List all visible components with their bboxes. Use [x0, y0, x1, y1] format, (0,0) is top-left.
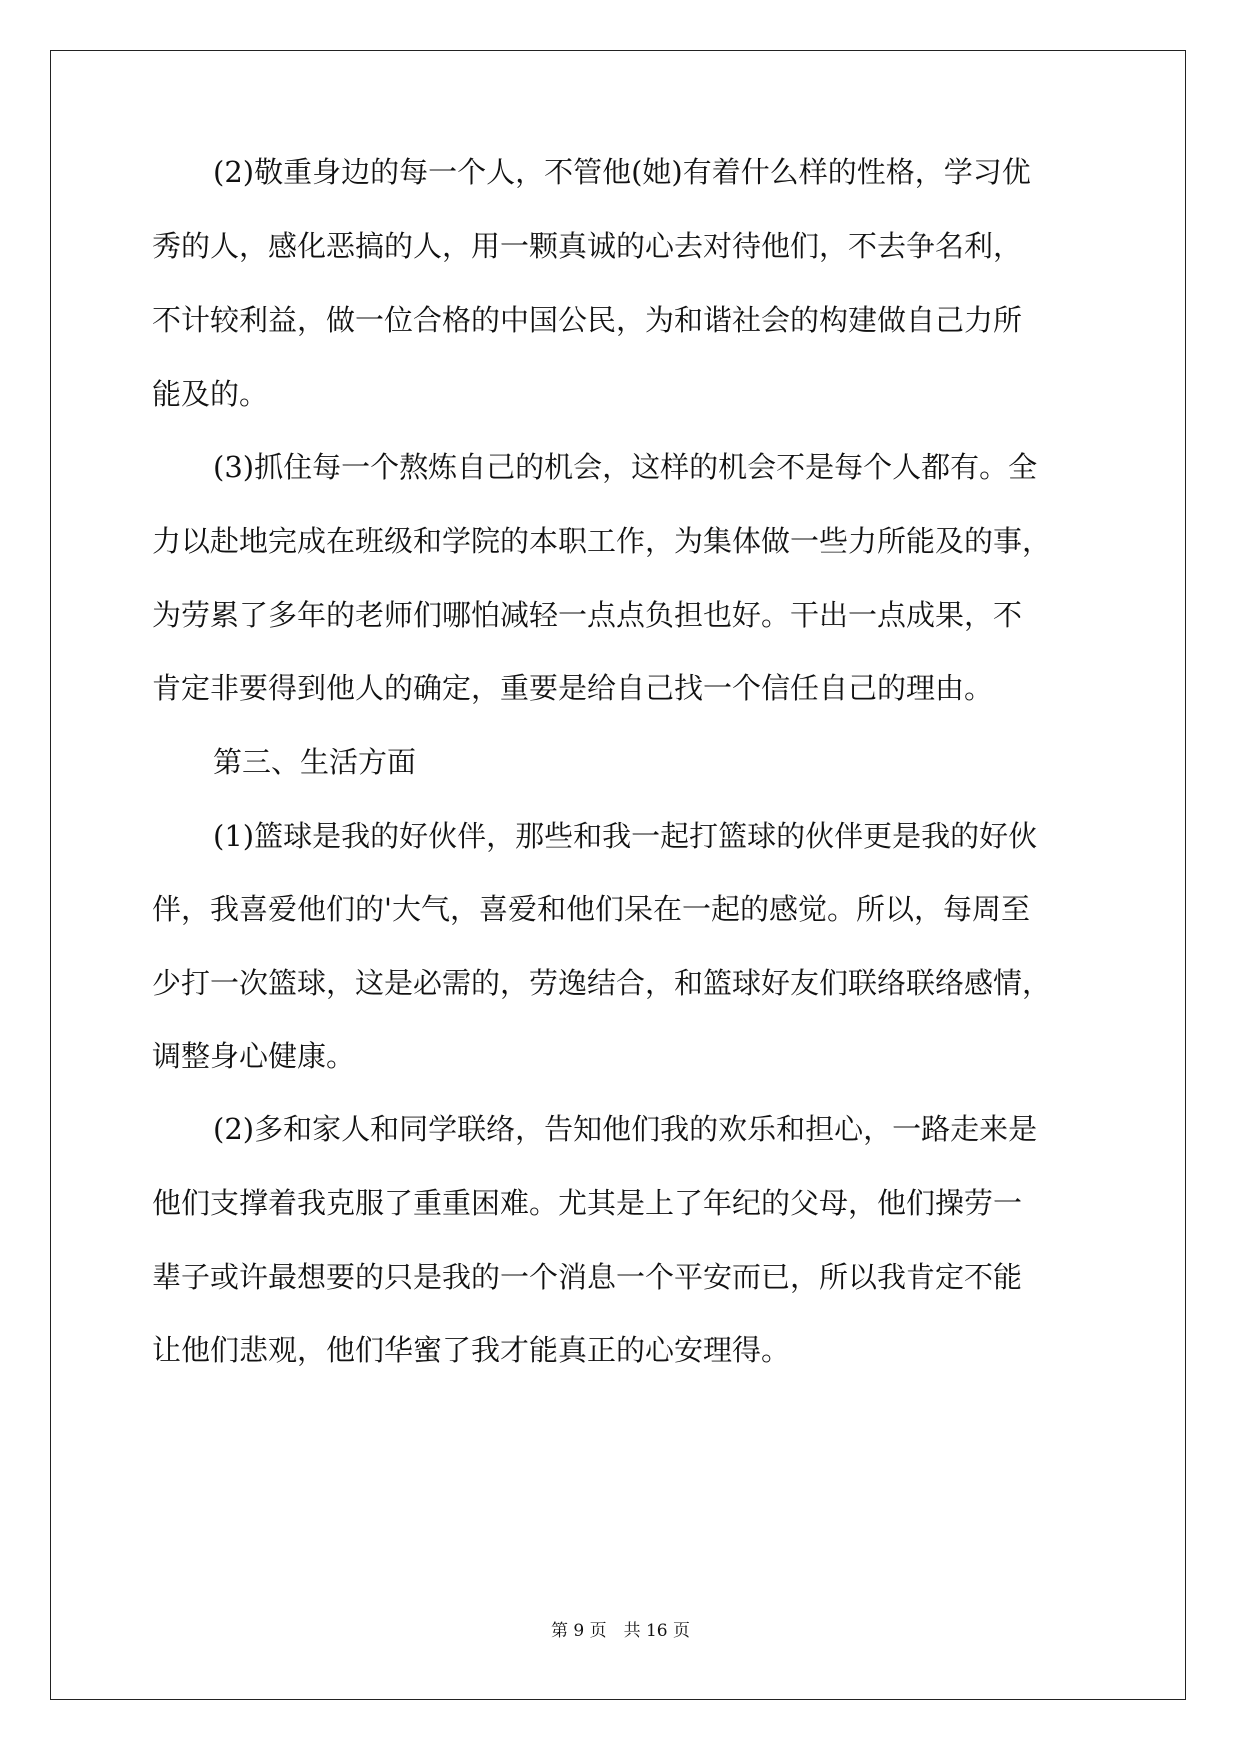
paragraph-3-line-3: 少打一次篮球，这是必需的，劳逸结合，和篮球好友们联络联络感情，: [152, 966, 1052, 1000]
paragraph-3-line-4: 调整身心健康。: [152, 1039, 356, 1073]
paragraph-2-line-2: 力以赴地完成在班级和学院的本职工作，为集体做一些力所能及的事，: [152, 524, 1052, 558]
paragraph-1-line-4: 能及的。: [152, 377, 269, 411]
page-number: 第 9 页 共 16 页: [550, 1621, 691, 1641]
paragraph-4-line-4: 让他们悲观，他们华蜜了我才能真正的心安理得。: [152, 1333, 791, 1367]
paragraph-2-line-1: (3)抓住每一个熬炼自己的机会，这样的机会不是每个人都有。全: [213, 450, 1038, 484]
paragraph-1-line-3: 不计较利益，做一位合格的中国公民，为和谐社会的构建做自己力所: [152, 303, 1023, 337]
paragraph-4-line-2: 他们支撑着我克服了重重困难。尤其是上了年纪的父母，他们操劳一: [152, 1186, 1023, 1220]
paragraph-3-line-2: 伴，我喜爱他们的'大气，喜爱和他们呆在一起的感觉。所以，每周至: [152, 892, 1030, 926]
paragraph-2-line-3: 为劳累了多年的老师们哪怕减轻一点点负担也好。干出一点成果，不: [152, 598, 1023, 632]
paragraph-4-line-3: 辈子或许最想要的只是我的一个消息一个平安而已，所以我肯定不能: [152, 1260, 1023, 1294]
paragraph-3-line-1: (1)篮球是我的好伙伴，那些和我一起打篮球的伙伴更是我的好伙: [213, 819, 1038, 853]
section-heading: 第三、生活方面: [213, 745, 417, 779]
paragraph-4-line-1: (2)多和家人和同学联络，告知他们我的欢乐和担心，一路走来是: [213, 1112, 1038, 1146]
paragraph-1-line-2: 秀的人，感化恶搞的人，用一颗真诚的心去对待他们，不去争名利，: [152, 229, 1023, 263]
page-border: [50, 50, 1186, 1700]
paragraph-2-line-4: 肯定非要得到他人的确定，重要是给自己找一个信任自己的理由。: [152, 671, 994, 705]
paragraph-1-line-1: (2)敬重身边的每一个人，不管他(她)有着什么样的性格，学习优: [213, 155, 1031, 189]
